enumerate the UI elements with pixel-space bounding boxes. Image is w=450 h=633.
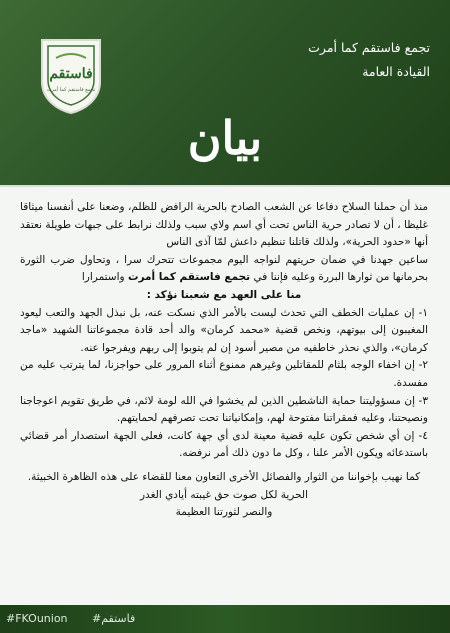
organization-name-inline: تجمع فاستقم كما أمرت xyxy=(127,271,251,284)
paragraph-affirm: منا على العهد مع شعبنا نؤكد : xyxy=(146,288,302,301)
closing-appeal: كما نهيب بإخواننا من الثوار والفصائل الأخرى التعاون معنا للقضاء على هذه الظاهرة الخبيثة. xyxy=(27,470,421,483)
logo-wordmark: فاستقم xyxy=(49,66,93,82)
logo-caption: تجمع فاستقم كما أمرت xyxy=(46,87,96,93)
point-3: ٣- إن مسؤوليتنا حماية الناشطين الذين لم يخشوا في الله لومة لائم، في طريق تقويم اعوجاجنا ونصيحتنا، وعليه فمقراتنا مفتوحة لهم، وإمكانياتنا تحت تصرفهم لحمايتهم. xyxy=(20,394,428,425)
organization-command: القيادة العامة xyxy=(362,64,430,79)
paragraph-intro: منذ أن حملنا السلاح دفاعا عن الشعب الصادح بالحرية الرافض للظلم، وضعنا على أنفسنا ميثاقا غليظا ، أن لا تصادر حرية الناس تحت أي اسم ولاي سبب ولذلك نرابط على جبهات طويلة نعتقد أنها «حدود الحرية»، ولذلك قاتلنا تنظيم داعش لمّا آذى الناس xyxy=(20,201,428,249)
hashtag-english[interactable]: #FKOunion xyxy=(6,612,68,625)
closing-freedom: الحرية لكل صوت حق غيبته أيادي الغدر xyxy=(139,488,308,501)
hashtag-arabic[interactable]: #فاستقم xyxy=(92,612,136,625)
page-title: بيان xyxy=(187,111,263,165)
organization-name: تجمع فاستقم كما أمرت xyxy=(308,40,430,55)
point-4: ٤- إن أي شخص تكون عليه قضية معينة لدى أي جهة كانت، فعلى الجهة استصدار أمر قضائي باستدعائه ويكون الأمر علنا ، وكل ما دون ذلك أمر نرفضه. xyxy=(20,429,428,460)
commitment-text-a: ساعين جهدنا في ضمان حريتهم لنواجه اليوم مجموعات تتحرك سرا ، وتحاول ضرب الثورة بحرمانها من ثوارها البررة وعليه فإننا في xyxy=(20,253,428,284)
header-banner xyxy=(0,0,450,185)
statement-body xyxy=(0,185,450,607)
organization-logo xyxy=(38,36,104,114)
footer-bar xyxy=(0,605,450,633)
point-2: ٢- إن اخفاء الوجه بلثام للمقاتلين وغيرهم ممنوع أثناء المرور على حواجزنا، لما يترتب عليه من مفسدة. xyxy=(20,359,428,389)
paragraph-commitment xyxy=(20,252,428,287)
commitment-text-b: واستمرارا xyxy=(81,271,128,284)
point-1: ١- إن عمليات الخطف التي تحدث ليست بالأمر الذي نسكت عنه، بل نبذل الجهد والتعب ليعود المغيبون إلى بيوتهم، ونخص قضية «محمد كرمان» والد أحد قادة مجموعاتنا الشهيد «ماجد كرمان»، والذي نحذر خاطفيه من مصير أسود إن لم يتوبوا إلى ربهم ويفرجوا عنه. xyxy=(20,306,428,354)
closing-victory: والنصر لثورتنا العظيمة xyxy=(175,506,273,519)
